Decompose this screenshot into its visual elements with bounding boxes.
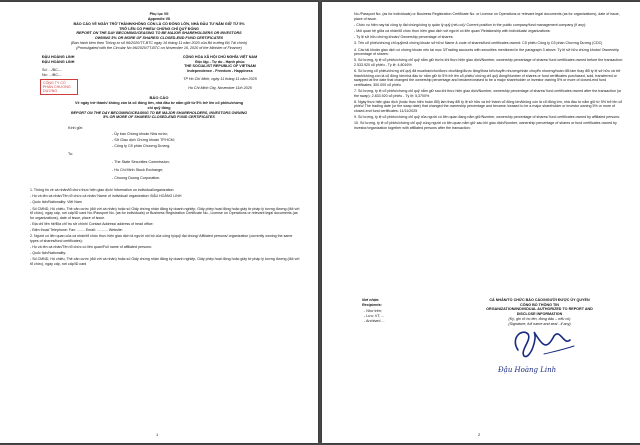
recipient-vn-3: - Công ty Cổ phần Chương Dương.	[112, 144, 171, 148]
country-en: THE SOCIALIST REPUBLIC OF VIETNAM	[184, 64, 256, 68]
sign-note-en: (Signature, full name and seal - if any)	[508, 321, 571, 326]
sign-title-en-2: DISCLOSE INFORMATION	[516, 311, 563, 316]
circular-vn: (Ban hành kèm theo Thông tư số 96/2020/TT-BTC ngày 16 tháng 11 năm 2020 của Bộ trưởng Bộ Tài chính)	[70, 41, 248, 45]
body-item: 9. Số lượng, tỷ lệ cổ phiếu/chứng chỉ quỹ của người có liên quan đang nắm giữ/Number, ownership percentage of shares/ fund certificates owned by affiliated persons:	[354, 115, 620, 120]
recipients-label: Recipients:	[362, 303, 382, 307]
issuer-name-en: ĐẬU HOÀNG LINH	[42, 59, 75, 64]
appendix-label: Appendix VII	[147, 16, 171, 21]
body-item: - Số CMND, Hộ chiếu, Thẻ căn cước (đối với cá nhân) hoặc số Giấy chứng nhận đăng ký doanh nghiệp, Giấy phép hoạt động hoặc giấy tờ pháp lý tương đương (đối với tổ chức), ngày cấp, nơi cấp/ID card	[30, 257, 300, 267]
page-number: 1	[156, 432, 159, 437]
phuluc-label: Phụ lục VII	[149, 12, 169, 16]
country-vn: CỘNG HÒA XÃ HỘI CHỦ NGHĨA VIỆT NAM	[182, 55, 258, 59]
report-sub-vn-2: chỉ quỹ đóng	[147, 105, 171, 110]
title-vn-line1: BÁO CÁO VỀ NGÀY TRỞ THÀNH/KHÔNG CÒN LÀ CỔ ĐÔNG LỚN, NHÀ ĐẦU TƯ NẮM GIỮ TỪ 5%	[73, 22, 245, 26]
sign-title-en: ORGANIZATION/INDIVIDUAL AUTHORIZED TO REPORT AND	[486, 307, 593, 311]
body-item: - Mối quan hệ giữa cá nhân/tổ chức thực hiện giao dịch với người có liên quan/ Relationship with individuals/ organizations:	[354, 28, 551, 33]
page2-body	[354, 12, 624, 132]
issuer-name: ĐẬU HOÀNG LINH	[42, 55, 75, 59]
body-item: - Quốc tịch/Nationality:	[30, 251, 67, 256]
body-item: - Chức vụ hiện nay tại công ty đại chúng/công ty quản lý quỹ (nếu có)/ Current position in the public company/fund management company (if any):	[354, 22, 587, 27]
recipient-en-1: - The State Securities Commission;	[112, 160, 170, 164]
noi-nhan-label: Nơi nhận:	[362, 298, 380, 302]
body-item: - Tỷ lệ sở hữu chứng khoán/ Ownership percentage of shares:	[354, 35, 454, 40]
signature-mark	[504, 324, 584, 364]
title-en-line2: OWNING 5% OR MORE OF SHARES/ CLOSED-END FUND CERTIFICATES	[94, 35, 224, 40]
recipient-vn-2: - Sở Giao dịch Chứng khoán TP.HCM;	[112, 138, 175, 142]
body-item: - Họ và tên cá nhân/Tên tổ chức cá nhân/ Name of individual/ organization: ĐẬU HOÀNG LINH	[30, 194, 182, 199]
report-en-1: REPORT ON THE DAY BECOMING/CEASING TO BE MAJOR SHAREHOLDERS, INVESTORS OWNING	[70, 110, 248, 115]
circular-en: (Promulgated with the Circular No 96/2020/TT-BTC on November 16, 2020 of the Minister of Finance)	[76, 45, 242, 50]
page-2	[322, 2, 640, 443]
recipient-en-2: - Ho Chi Minh Stock Exchange;	[112, 168, 164, 172]
motto-vn: Độc lập - Tự do - Hạnh phúc	[195, 59, 245, 64]
body-item: 2. Người có liên quan của cá nhân/tổ chức thực hiện giao dịch là người nội bộ của công ty/quỹ đại chúng/ Affiliated persons/ organization (currently owning the same types of shares/fund certificates):	[30, 234, 293, 243]
body-item: 4. Các tài khoản giao dịch có chứng khoán nêu tại mục 3/Trading accounts with securities mentioned in the paragraph 3 above: Tỷ lệ sở hữu chứng khoán/ Ownership percentage of shares:	[354, 47, 619, 57]
body-item: 7. Số lượng, tỷ lệ cổ phiếu/chứng chỉ quỹ nắm giữ sau khi thực hiện giao dịch/Number, ownership percentage of shares/ fund certificates owned after the transaction (or the swap): 2.833.920 cổ phiếu - Tỷ lệ: 5,3700%	[354, 89, 622, 98]
report-sub-vn-1: Về ngày trở thành/ không còn là cổ đông lớn, nhà đầu tư nắm giữ từ 5% trở lên cổ phiếu/chứng	[75, 101, 243, 105]
sign-title-vn-2: CÔNG BỐ THÔNG TIN	[520, 302, 559, 307]
handwritten-name: Đậu Hoàng Linh	[498, 366, 557, 374]
report-heading: BÁO CÁO	[149, 95, 169, 100]
body-item: - Họ và tên cá nhân/Tên tổ chức có liên quan/Full name of affiliated persons:	[30, 245, 152, 250]
report-en-2: 5% OR MORE OF SHARES/ CLOSED-END FUND CERTIFICATES	[103, 115, 215, 119]
body-item: 6. Số lượng cổ phiếu/chứng chỉ quỹ đã mua/bán/cho/được cho/tặng/được tặng/thừa kế/chuyển nhượng/nhận chuyển nhượng/hoán đổi làm thay đổi tỷ lệ sở hữu và trở thành/không còn là cổ đông lớn/nhà đầu tư nắm giữ từ 5% trở lên cổ phiếu/ chứng chỉ quỹ đóng/Number of shares or fund certificates purchased, sold, transferred or swapped at the date that changed the ownership percentage and became/ceased to be a major shareholder or investor owning 5% or more of closed-end fund certificates: 300.000 cổ phiếu	[354, 69, 621, 87]
title-en-line1: REPORT ON THE DAY BECOMING/CEASING TO BE MAJOR SHAREHOLDERS OR INVESTORS	[76, 31, 242, 35]
body-item: 5. Số lượng, tỷ lệ cổ phiếu/chứng chỉ quỹ nắm giữ trước khi thực hiện giao dịch/Number, ownership percentage of shares/ fund certificates owned before the transaction: 2.533.920 cổ phiếu - Tỷ lệ: 4,8016%	[354, 58, 623, 67]
body-item: 3. Tên cổ phiếu/chứng chỉ quỹ/mã chứng khoán sở hữu/ Name & code of shares/fund certificates owned: Cổ phiếu Công ty Cổ phần Chương Dương (CDC)	[354, 41, 603, 46]
sign-title-vn: CÁ NHÂN/TỔ CHỨC BÁO CÁO/NGƯỜI ĐƯỢC ỦY QUYỀN	[489, 298, 590, 302]
title-vn-line2: TRỞ LÊN CỔ PHIẾU/ CHỨNG CHỈ QUỸ ĐÓNG	[119, 26, 199, 31]
body-item: - Điện thoại/ Telephone: Fax: ........ Email: ........... Website:	[30, 228, 123, 233]
sign-note-vn: (Ký, ghi rõ họ tên, đóng dấu – nếu có)	[508, 317, 571, 321]
kinh-gui-label: Kính gửi:	[68, 126, 83, 130]
to-label: To:	[68, 152, 73, 156]
body-item: - Địa chỉ liên hệ/Địa chỉ trụ sở chính/ Contact Address/ address of head office:	[30, 221, 154, 226]
body-item: 10. Số lượng, tỷ lệ cổ phiếu/chứng chỉ quỹ cùng người có liên quan nắm giữ sau khi giao dịch/Number, ownership percentage of shares or fund certificates owned by investor/organization together with affiliated persons after the transaction:	[354, 121, 617, 130]
motto-en: Independence - Freedom - Happiness	[187, 68, 253, 73]
page-1	[0, 2, 318, 443]
recipient-vn-1: - Ủy ban Chứng khoán Nhà nước;	[112, 132, 168, 136]
document-number-vn: Số: .../BC-...	[42, 68, 63, 72]
recipient-item: - Như trên;	[364, 309, 382, 313]
body-item: - Quốc tịch/Nationality: Việt Nam	[30, 200, 82, 205]
body-item: 8. Ngày thực hiện giao dịch (hoặc thực hiện hoán đổi) làm thay đổi tỷ lệ sở hữu và trở thành cổ đông lớn/không còn là cổ đông lớn, nhà đầu tư nắm giữ từ 5% trở lên cổ phiếu/ The trading date (or the swap date) that changed the ownership percentage and became /ceased to be a major shareholder or investor owning 5% or more of closed-end fund certificates: 11/11/2025	[354, 99, 623, 114]
document-number-en: No: .../BC-...	[42, 73, 63, 77]
body-item: - Số CMND, Hộ chiếu, Thẻ căn cước (đối với cá nhân) hoặc số Giấy chứng nhận đăng ký doanh nghiệp, Giấy phép hoạt động hoặc giấy tờ pháp lý tương đương (đối với tổ chức), ngày cấp, nơi cấp/ID card No./Passport No. (as for individuals) or Business Registration Certificate No., License on Operations or relevant legal documents (as for organizations), date of issue, place of issue.	[30, 206, 300, 220]
page-number: 2	[478, 432, 481, 437]
recipient-en-3: - Chuong Duong Corporation.	[112, 176, 161, 180]
date-vn: TP Hồ Chí Minh, ngày 11 tháng 11 năm 2025	[183, 77, 257, 81]
date-en: Ho Chi Minh City, November 11th 2025	[188, 86, 252, 90]
company-stamp: CÔNG TY CỔ PHẦN CHƯƠNG DƯƠNG	[40, 79, 78, 95]
body-item: 1. Thông tin về cá nhân/tổ chức thực hiện giao dịch/ Information on individual/organization:	[30, 188, 175, 192]
body-item: No./Passport No. (as for individuals) or Business Registration Certificate No. or License on Operations or relevant legal documents (as for organizations), date of issue, place of issue.	[354, 12, 620, 21]
page1-body	[30, 188, 300, 268]
recipient-item: - Lưu: VT, ...	[364, 314, 385, 318]
recipient-item: - Archived ...	[364, 319, 385, 323]
